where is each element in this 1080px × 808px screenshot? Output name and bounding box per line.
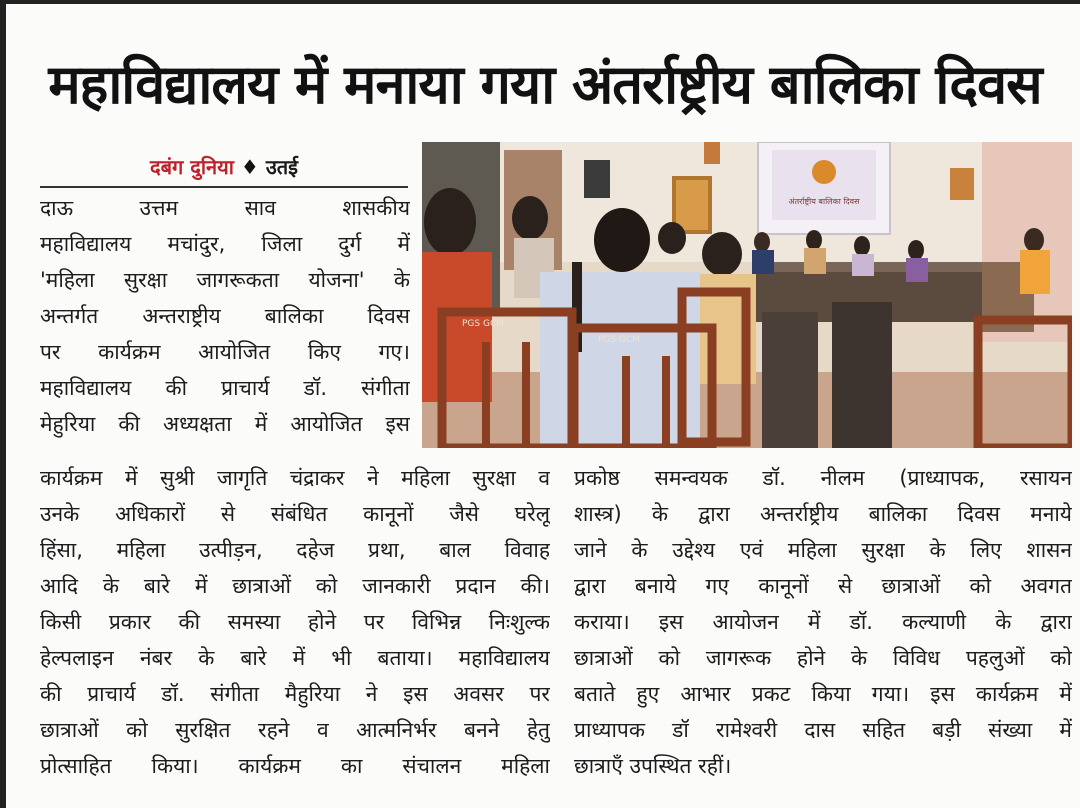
article-line: उनके अधिकारों से संबंधित कानूनों जैसे घरेलू xyxy=(40,502,550,526)
article-line: जाने के उद्देश्य एवं महिला सुरक्षा के लिए शासन xyxy=(574,538,1072,562)
article-line: हेल्पलाइन नंबर के बारे में भी बताया। महाविद्यालय xyxy=(40,646,550,670)
screen-text: अंतर्राष्ट्रीय बालिका दिवस xyxy=(788,197,860,206)
event-photo xyxy=(422,142,1072,448)
article-line: हिंसा, महिला उत्पीड़न, दहेज प्रथा, बाल विवाह xyxy=(40,538,550,562)
article-line: अन्तर्गत अन्तराष्ट्रीय बालिका दिवस xyxy=(40,304,410,328)
dateline-rule xyxy=(40,186,408,188)
article-line: 'महिला सुरक्षा जागरूकता योजना' के xyxy=(40,268,410,292)
dateline-location: उतई xyxy=(265,155,298,179)
article-line: प्रोत्साहित किया। कार्यक्रम का संचालन महिला xyxy=(40,754,550,778)
article-line: कार्यक्रम में सुश्री जागृति चंद्राकर ने महिला सुरक्षा व xyxy=(40,466,550,490)
article-line: छात्राओं को सुरक्षित रहने व आत्मनिर्भर बनने हेतु xyxy=(40,718,550,742)
chair-label: PGS GCM xyxy=(462,319,504,329)
article-line: द्वारा बनाये गए कानूनों से छात्राओं को अवगत xyxy=(574,574,1072,598)
article-line: प्राध्यापक डॉ रामेश्वरी दास सहित बड़ी संख्या में xyxy=(574,718,1072,742)
article-column-2 xyxy=(40,460,550,784)
top-border xyxy=(0,0,1080,4)
article-line: शास्त्र) के द्वारा अन्तर्राष्ट्रीय बालिका दिवस मनाये xyxy=(574,502,1072,526)
chair-label: PGS GCM xyxy=(598,335,640,345)
article-line: की प्राचार्य डॉ. संगीता मैहुरिया ने इस अवसर पर xyxy=(40,682,550,706)
article-line: पर कार्यक्रम आयोजित किए गए। xyxy=(40,340,410,364)
article-column-3 xyxy=(574,460,1072,784)
dateline xyxy=(40,150,408,184)
article-line: महाविद्यालय मचांदुर, जिला दुर्ग में xyxy=(40,232,410,256)
article-line: बताते हुए आभार प्रकट किया गया। इस कार्यक्रम में xyxy=(574,682,1072,706)
headline: महाविद्यालय में मनाया गया अंतर्राष्ट्रीय बालिका दिवस xyxy=(48,53,1042,116)
article-line: छात्राएँ उपस्थित रहीं। xyxy=(574,754,732,778)
article-line: महाविद्यालय की प्राचार्य डॉ. संगीता xyxy=(40,376,410,400)
article-line: छात्राओं को जागरूक होने के विविध पहलुओं को xyxy=(574,646,1072,670)
article-line: किसी प्रकार की समस्या होने पर विभिन्न निःशुल्क xyxy=(40,610,550,634)
newspaper-brand: दबंग दुनिया xyxy=(149,155,234,179)
dateline-marker-icon: ♦ xyxy=(240,155,266,179)
article-line: मेहुरिया की अध्यक्षता में आयोजित इस xyxy=(40,412,410,436)
article-line: दाऊ उत्तम साव शासकीय xyxy=(40,196,410,220)
article-line: प्रकोष्ठ समन्वयक डॉ. नीलम (प्राध्यापक, रसायन xyxy=(574,466,1072,490)
article-line: कराया। इस आयोजन में डॉ. कल्याणी के द्वारा xyxy=(574,610,1072,634)
left-border xyxy=(0,0,6,808)
event-photo-illustration xyxy=(422,142,1072,448)
article-column-1 xyxy=(40,190,410,442)
article-line: आदि के बारे में छात्राओं को जानकारी प्रदान की। xyxy=(40,574,550,598)
